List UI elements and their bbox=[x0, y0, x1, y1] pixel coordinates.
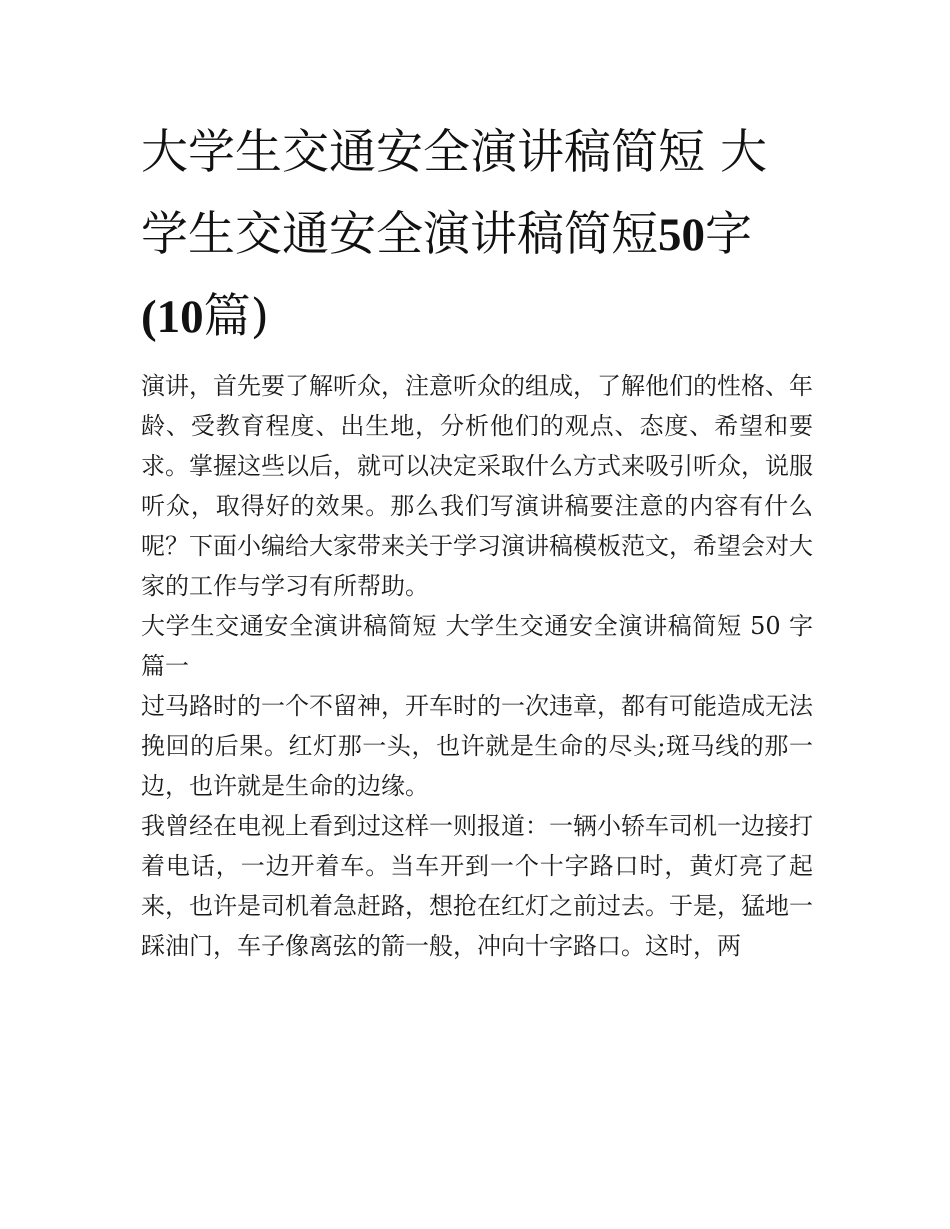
document-page bbox=[141, 112, 813, 966]
intro-paragraph: 演讲，首先要了解听众，注意听众的组成，了解他们的性格、年龄、受教育程度、出生地，分析他们的观点、态度、希望和要求。掌握这些以后，就可以决定采取什么方式来吸引听众，说服听众，取得好的效果。那么我们写演讲稿要注意的内容有什么呢？下面小编给大家带来关于学习演讲稿模板范文，希望会对大家的工作与学习有所帮助。 bbox=[141, 372, 813, 600]
title-number-2: (10 bbox=[141, 291, 204, 343]
body-paragraph-2: 我曾经在电视上看到过这样一则报道：一辆小轿车司机一边接打着电话，一边开着车。当车开到一个十字路口时，黄灯亮了起来，也许是司机着急赶路，想抢在红灯之前过去。于是，猛地一踩油门，车子像离弦的箭一般，冲向十字路口。这时，两 bbox=[141, 812, 813, 960]
title-number-1: 50 bbox=[658, 209, 705, 261]
body-paragraph-1: 过马路时的一个不留神，开车时的一次违章，都有可能造成无法挽回的后果。红灯那一头，也许就是生命的尽头;斑马线的那一边，也许就是生命的边缘。 bbox=[141, 692, 813, 800]
title-text-2: 字 bbox=[705, 207, 752, 262]
title-text-1: 大学生交通安全演讲稿简短 大学生交通安全演讲稿简短 bbox=[141, 125, 767, 262]
title-text-3: 篇) bbox=[203, 289, 269, 344]
document-title bbox=[141, 112, 813, 358]
section-heading: 大学生交通安全演讲稿简短 大学生交通安全演讲稿简短 50 字篇一 bbox=[141, 612, 813, 680]
